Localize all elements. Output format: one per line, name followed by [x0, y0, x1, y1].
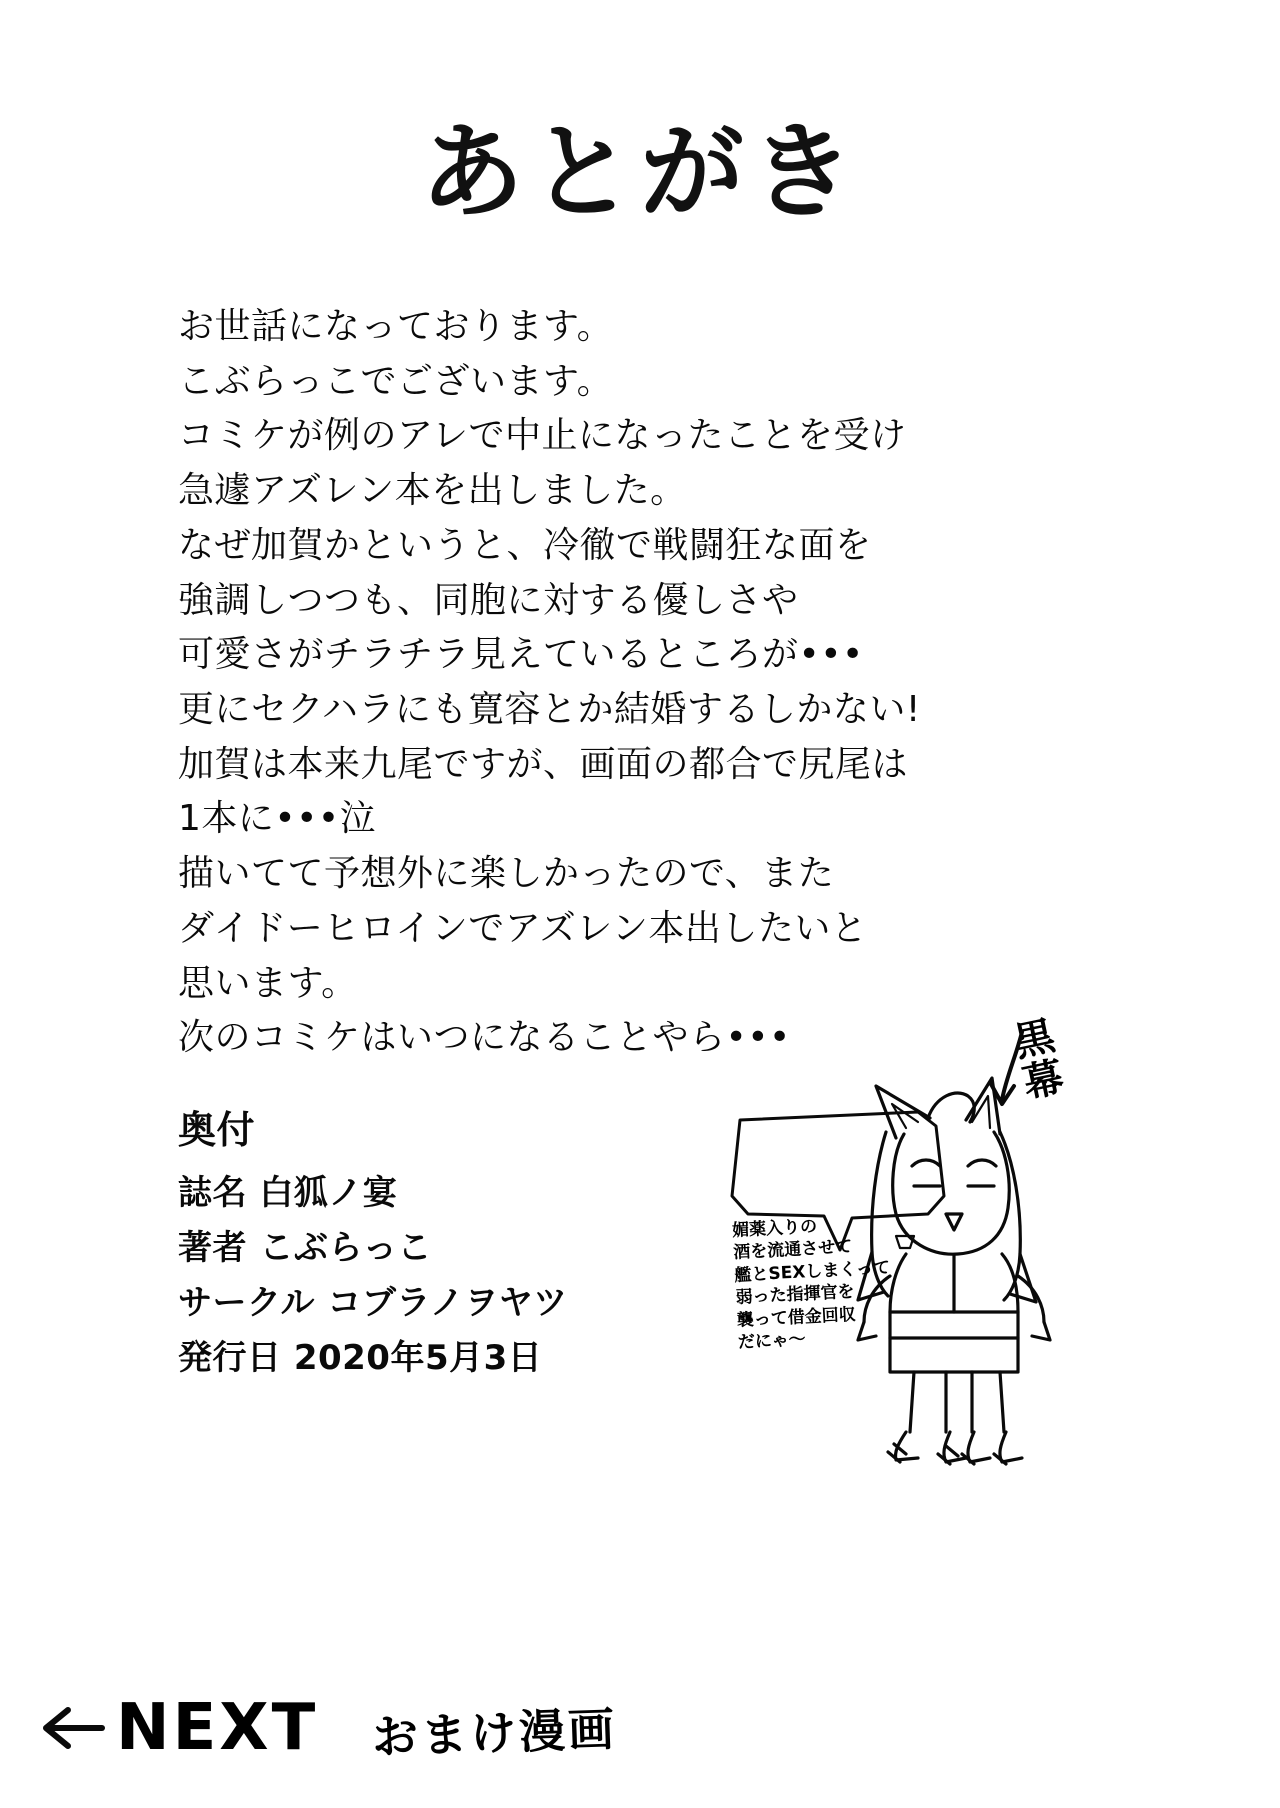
- afterword-line: こぶらっこでございます。: [178, 360, 614, 402]
- next-label: NEXT: [116, 1691, 319, 1765]
- speech-line: 弱った指揮官を: [735, 1282, 856, 1309]
- speech-bubble-text: [732, 1210, 929, 1354]
- afterword-line: 強調しつつも、同胞に対する優しさや: [178, 579, 799, 621]
- omake-manga-label: おまけ漫画: [371, 1701, 619, 1765]
- afterword-line: ダイドーヒロインでアズレン本出したいと: [178, 907, 868, 949]
- left-arrow-icon: [40, 1700, 106, 1754]
- afterword-line: 描いてて予想外に楽しかったので、また: [178, 853, 835, 895]
- afterword-line: コミケが例のアレで中止になったことを受け: [178, 415, 907, 457]
- colophon-row-circle: サークル コブラノヲヤツ: [178, 1282, 568, 1323]
- afterword-line: 可愛さがチラチラ見えているところが•••: [178, 634, 864, 676]
- afterword-line: 急遽アズレン本を出しました。: [178, 470, 687, 512]
- speech-line: 媚薬入りの: [731, 1216, 818, 1242]
- afterword-body: [178, 300, 1038, 1066]
- colophon-row-author: 著者 こぶらっこ: [178, 1227, 432, 1268]
- speech-line: 襲って借金回収: [736, 1304, 857, 1331]
- colophon-row-date: 発行日 2020年5月3日: [178, 1337, 543, 1378]
- kuromaku-label: 黒幕: [1010, 1012, 1070, 1108]
- afterword-line: お世話になっております。: [178, 306, 614, 347]
- afterword-line: なぜ加賀かというと、冷徹で戦闘狂な面を: [178, 524, 872, 566]
- afterword-line: 次のコミケはいつになることやら•••: [178, 1017, 791, 1059]
- page-title: あとがき: [419, 111, 860, 233]
- speech-line: 艦とSEXしまくって: [734, 1257, 891, 1286]
- afterword-line: 更にセクハラにも寛容とか結婚するしかない!: [178, 689, 921, 731]
- colophon-heading: 奥付: [178, 1108, 256, 1152]
- mouth: [946, 1214, 962, 1230]
- next-page-footer[interactable]: [40, 1670, 800, 1765]
- legs: [888, 1372, 1022, 1464]
- speech-line: だにゃ～: [737, 1329, 807, 1354]
- afterword-line: 1本に•••泣: [178, 798, 377, 840]
- colophon-row-title: 誌名 白狐ノ宴: [178, 1172, 398, 1213]
- afterword-line: 加賀は本来九尾ですが、画面の都合で尻尾は: [178, 743, 909, 785]
- speech-line: 酒を流通させて: [732, 1237, 853, 1264]
- afterword-line: 思います。: [178, 962, 358, 1004]
